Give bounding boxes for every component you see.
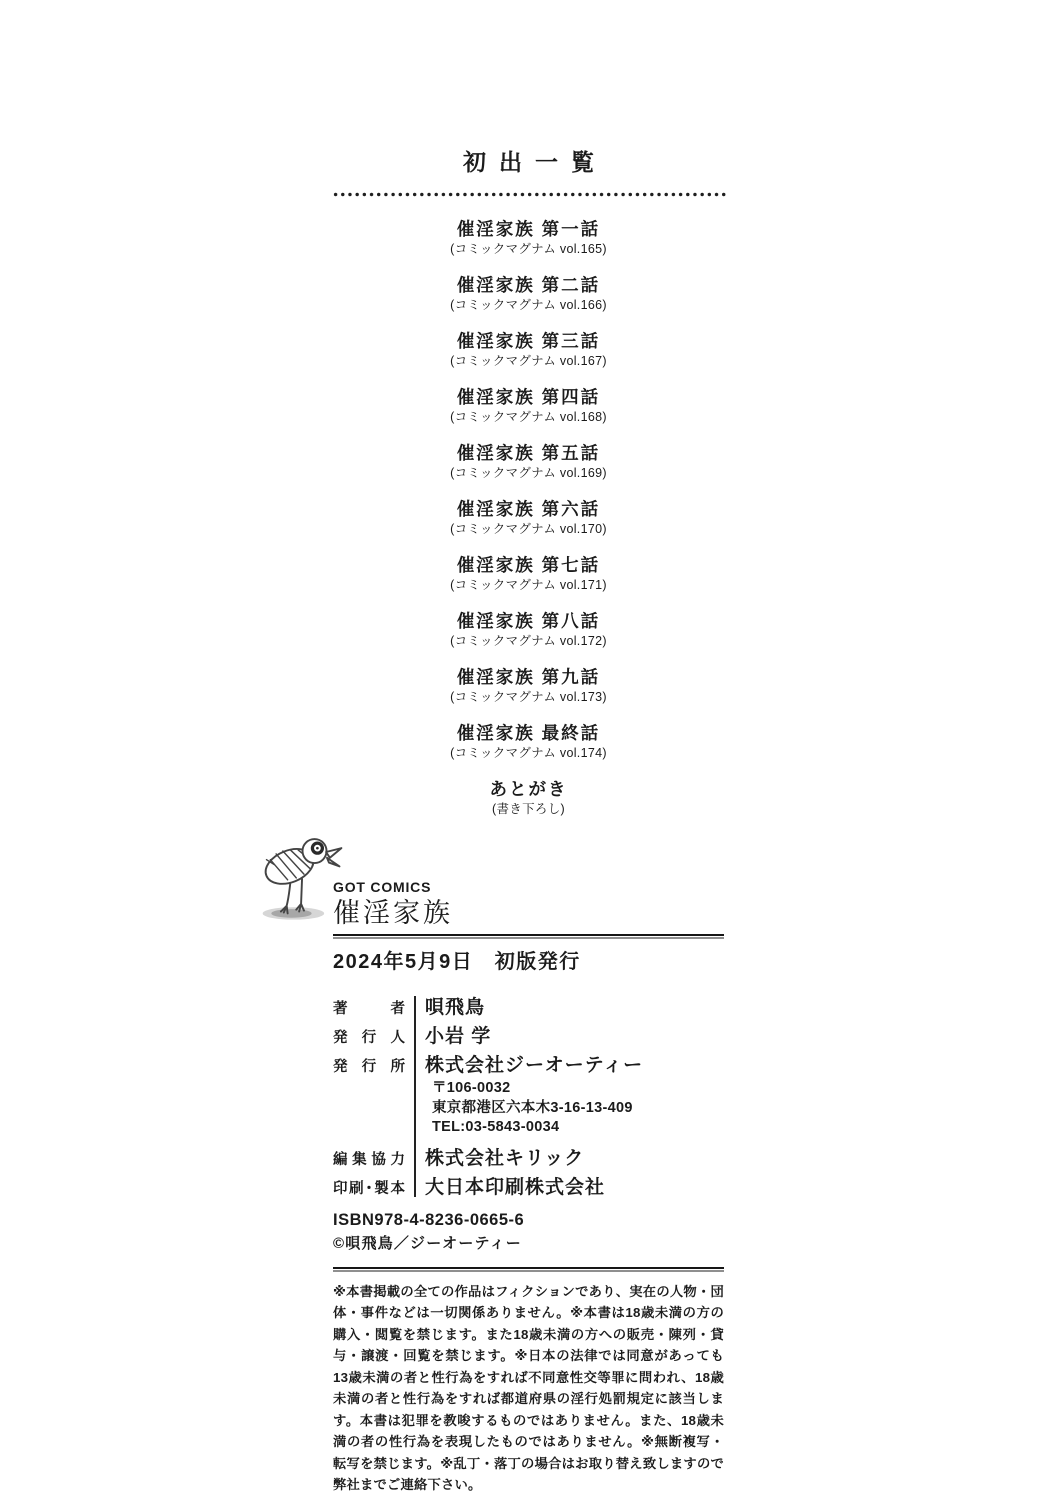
- credit-label: 発行所: [333, 1059, 405, 1075]
- credit-value: 唄飛鳥: [425, 997, 486, 1018]
- credit-row-publisher-company: [333, 1050, 724, 1079]
- credit-label: 印刷･製本: [333, 1180, 405, 1197]
- edition-date: 2024年5月9日 初版発行: [333, 951, 581, 973]
- entry-source: (コミックマグナム vol.172): [450, 634, 607, 648]
- publication-entry: [0, 330, 1057, 369]
- credit-label: 発行人: [333, 1030, 405, 1046]
- entry-title: 催淫家族 第九話: [456, 667, 601, 687]
- entry-title: 催淫家族 第四話: [456, 387, 601, 407]
- credit-row-editing: [333, 1143, 724, 1172]
- credits-table: [333, 992, 724, 1201]
- entry-source: (コミックマグナム vol.165): [450, 242, 607, 256]
- credit-value: 小岩 学: [425, 1026, 492, 1047]
- publisher-address: [432, 1079, 724, 1138]
- entry-source: (コミックマグナム vol.166): [450, 298, 607, 312]
- isbn: ISBN978-4-8236-0665-6: [333, 1210, 525, 1229]
- entry-source: (コミックマグナム vol.167): [450, 354, 607, 368]
- entry-source: (コミックマグナム vol.173): [450, 690, 607, 704]
- publication-entry: [0, 722, 1057, 761]
- imprint-name: GOT COMICS: [333, 879, 432, 895]
- entry-source: (コミックマグナム vol.168): [450, 410, 607, 424]
- publication-entry: [0, 386, 1057, 425]
- publication-entry: [0, 610, 1057, 649]
- entry-title: 催淫家族 第一話: [456, 219, 601, 239]
- section-title: 初出一覧: [463, 149, 607, 175]
- publication-entry: [0, 274, 1057, 313]
- credit-value: 株式会社キリック: [425, 1147, 585, 1169]
- entry-title: 催淫家族 第六話: [456, 499, 601, 519]
- entry-source: (コミックマグナム vol.171): [450, 578, 607, 592]
- entry-source: (書き下ろし): [492, 802, 565, 816]
- credit-label: 著者: [333, 1001, 405, 1017]
- publisher-phone-line: TEL:03-5843-0034: [432, 1119, 560, 1135]
- entry-title: あとがき: [489, 779, 568, 799]
- colophon: [333, 833, 724, 1496]
- entry-title: 催淫家族 最終話: [456, 723, 601, 743]
- publisher-address-line: 東京都港区六本木3-16-13-409: [432, 1099, 633, 1116]
- entry-title: 催淫家族 第八話: [456, 611, 601, 631]
- divider-rule: [333, 934, 724, 939]
- entry-source: (コミックマグナム vol.169): [450, 466, 607, 480]
- entry-source: (コミックマグナム vol.174): [450, 746, 607, 760]
- entry-title: 催淫家族 第七話: [456, 555, 601, 575]
- entry-title: 催淫家族 第三話: [456, 331, 601, 351]
- credit-row-printing: [333, 1172, 724, 1201]
- entry-title: 催淫家族 第二話: [456, 275, 601, 295]
- divider-rule: [333, 1267, 724, 1272]
- legal-disclaimer: ※本書掲載の全ての作品はフィクションであり、実在の人物・団体・事件などは一切関係ありません。※本書は18歳未満の方の購入・閲覧を禁じます。また18歳未満の方への販売・陳列・貸与・譲渡・回覧を禁じます。※日本の法律では同意があっても13歳未満の者と性行為をすれば不同意性交等罪に問われ、18歳未満の者と性行為をすれば都道府県の淫行処罰規定に該当します。本書は犯罪を教唆するものではありません。また、18歳未満の者の性行為を表現したものではありません。※無断複写・転写を禁じます。※乱丁・落丁の場合はお取り替え致しますので弊社までご連絡下さい。: [333, 1283, 724, 1492]
- first-publication-list: [0, 147, 1057, 834]
- credit-value: 株式会社ジーオーティー: [425, 1055, 644, 1076]
- credit-value: 大日本印刷株式会社: [425, 1176, 606, 1198]
- publisher-bird-logo-icon: [255, 829, 351, 923]
- dotted-divider: [332, 192, 726, 197]
- publisher-address-line: 〒106-0032: [432, 1080, 511, 1096]
- afterword-entry: [0, 778, 1057, 817]
- credit-row-publisher-person: [333, 1021, 724, 1050]
- publication-entry: [0, 218, 1057, 257]
- book-title: 催淫家族: [333, 898, 453, 928]
- publication-entry: [0, 554, 1057, 593]
- credit-row-author: [333, 992, 724, 1021]
- publication-entry: [0, 498, 1057, 537]
- entry-title: 催淫家族 第五話: [456, 443, 601, 463]
- credit-label: 編集協力: [333, 1151, 405, 1168]
- copyright-line: ©唄飛鳥／ジーオーティー: [333, 1234, 522, 1252]
- entry-source: (コミックマグナム vol.170): [450, 522, 607, 536]
- publication-entry: [0, 442, 1057, 481]
- publication-entry: [0, 666, 1057, 705]
- credits-divider: [414, 996, 416, 1197]
